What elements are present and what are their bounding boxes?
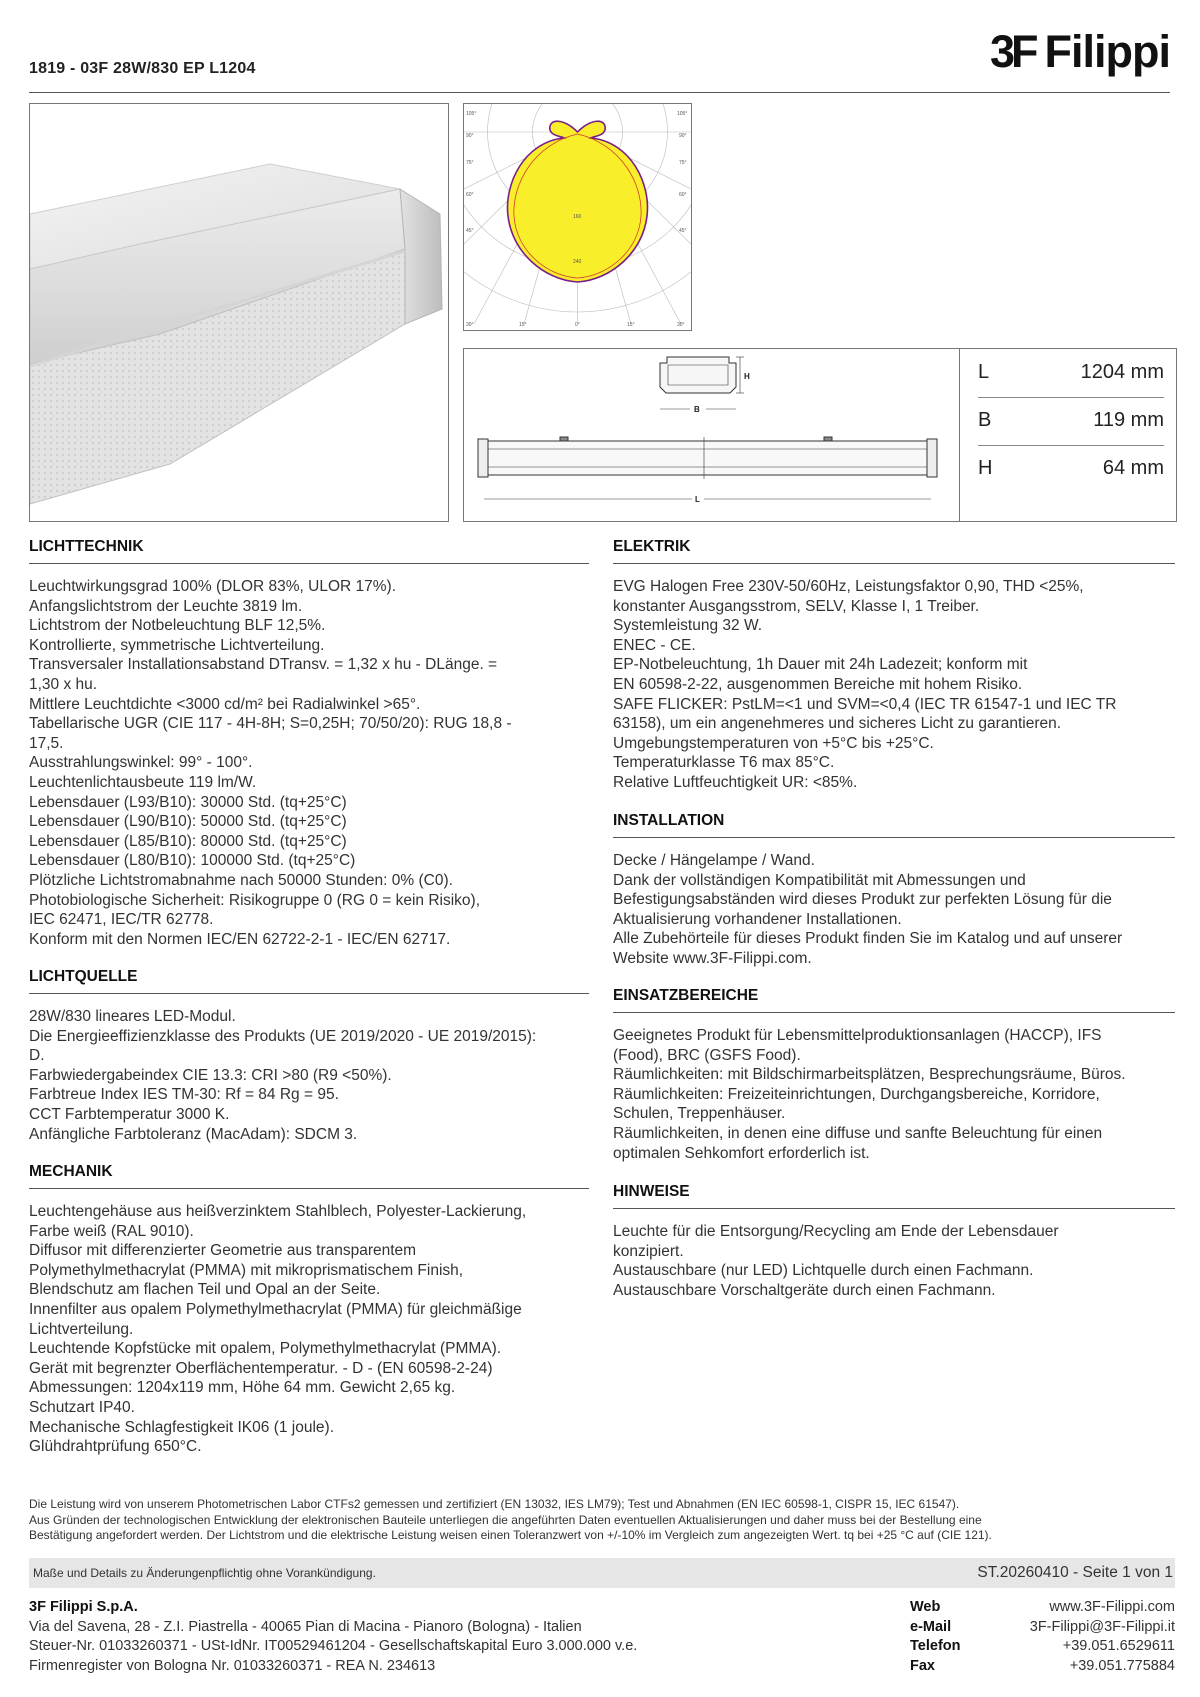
text-line: Lebensdauer (L80/B10): 100000 Std. (tq+25°C) xyxy=(29,852,356,870)
angle-label-bottom-4: 30° xyxy=(677,322,685,328)
angle-label-bottom-0: 30° xyxy=(466,322,474,328)
luminaire-illustration xyxy=(30,104,448,521)
product-photo xyxy=(29,103,449,522)
text-line: Leuchtwirkungsgrad 100% (DLOR 83%, ULOR 17%). xyxy=(29,578,397,595)
text-line: Transversaler Installationsabstand DTransv. = 1,32 x hu - DLänge. = xyxy=(29,656,498,674)
dimension-key: B xyxy=(978,409,992,431)
text-line: Photobiologische Sicherheit: Risikogruppe 0 (RG 0 = kein Risiko), xyxy=(29,891,481,909)
text-line: Leuchtengehäuse aus heißverzinktem Stahlblech, Polyester-Lackierung, xyxy=(29,1203,527,1220)
text-line: Diffusor mit differenzierter Geometrie aus transparentem xyxy=(29,1242,417,1260)
text-line: Geeignetes Produkt für Lebensmittelproduktionsanlagen (HACCP), IFS xyxy=(613,1027,1102,1044)
dimensions-panel xyxy=(463,348,1177,522)
text-line: Alle Zubehörteile für dieses Produkt finden Sie im Katalog und auf unserer xyxy=(613,930,1123,948)
text-line: Plötzliche Lichtstromabnahme nach 50000 Stunden: 0% (C0). xyxy=(29,871,453,889)
section-divider xyxy=(613,563,1175,564)
angle-label-left-2: 75° xyxy=(466,160,474,166)
header-divider xyxy=(29,92,1170,93)
company-info xyxy=(29,1598,929,1676)
section-divider xyxy=(29,993,589,994)
text-line: Konform mit den Normen IEC/EN 62722-2-1 - IEC/EN 62717. xyxy=(29,930,451,948)
section-heading-einsatzbereiche: EINSATZBEREICHE xyxy=(613,987,759,1004)
text-line: Innenfilter aus opalem Polymethylmethacrylat (PMMA) für gleichmäßige xyxy=(29,1300,522,1318)
disclaimer-text: Maße und Details zu Änderungenpflichtig ohne Vorankündigung. xyxy=(33,1566,376,1580)
section-divider xyxy=(613,1012,1175,1013)
section-body-lichtquelle xyxy=(29,1007,601,1144)
product-title: 1819 - 03F 28W/830 EP L1204 xyxy=(29,60,256,77)
footer-legal-note xyxy=(29,1497,1174,1544)
contact-label: Fax xyxy=(910,1657,935,1674)
angle-label-right-1: 90° xyxy=(679,133,687,139)
text-line: Kontrollierte, symmetrische Lichtverteilung. xyxy=(29,636,325,654)
angle-label-bottom-2: 0° xyxy=(575,322,580,328)
contact-label: Web xyxy=(910,1599,941,1615)
angle-label-bottom-1: 15° xyxy=(519,322,527,328)
section-body-hinweise xyxy=(613,1222,1178,1300)
text-line: Lebensdauer (L93/B10): 30000 Std. (tq+25°C) xyxy=(29,793,347,811)
text-line: (Food), BRC (GSFS Food). xyxy=(613,1046,801,1064)
text-line: Temperaturklasse T6 max 85°C. xyxy=(613,754,835,772)
text-line: D. xyxy=(29,1047,45,1065)
contact-email xyxy=(910,1618,1175,1638)
text-line: 1,30 x hu. xyxy=(29,675,98,693)
text-line: Räumlichkeiten, in denen eine diffuse und sanfte Beleuchtung für einen xyxy=(613,1124,1103,1142)
angle-label-left-1: 90° xyxy=(466,133,474,139)
text-line: 28W/830 lineares LED-Modul. xyxy=(29,1008,236,1025)
text-line: SAFE FLICKER: PstLM=<1 und SVM=<0,4 (IEC TR 61547-1 und IEC TR xyxy=(613,695,1117,713)
company-name: 3F Filippi S.p.A. xyxy=(29,1599,138,1615)
text-line: Die Energieeffizienzklasse des Produkts (UE 2019/2020 - UE 2019/2015): xyxy=(29,1027,537,1045)
section-heading-lichtquelle: LICHTQUELLE xyxy=(29,968,138,985)
angle-label-right-0: 105° xyxy=(677,111,688,117)
contact-list xyxy=(910,1598,1175,1676)
text-line: Mittlere Leuchtdichte <3000 cd/m² bei Radialwinkel >65°. xyxy=(29,695,421,713)
text-line: Leuchtende Kopfstücke mit opalem, Polymethylmethacrylat (PMMA). xyxy=(29,1340,502,1358)
section-divider xyxy=(29,563,589,564)
drawing-label-h: H xyxy=(744,372,750,381)
contact-label: e-Mail xyxy=(910,1618,952,1635)
section-heading-elektrik: ELEKTRIK xyxy=(613,538,691,555)
text-line: Leuchtenlichtausbeute 119 lm/W. xyxy=(29,773,257,791)
text-line: Leuchte für die Entsorgung/Recycling am Ende der Lebensdauer xyxy=(613,1223,1059,1240)
section-body-einsatzbereiche xyxy=(613,1026,1178,1163)
section-divider xyxy=(613,837,1175,838)
drawing-label-l: L xyxy=(695,495,700,504)
text-line: optimalen Sehkomfort erforderlich ist. xyxy=(613,1144,870,1162)
contact-fax xyxy=(910,1657,1175,1677)
text-line: Tabellarische UGR (CIE 117 - 4H-8H; S=0,25H; 70/50/20): RUG 18,8 - xyxy=(29,715,512,733)
text-line: Räumlichkeiten: Freizeiteinrichtungen, Durchgangsbereiche, Korridore, xyxy=(613,1085,1100,1103)
text-line: Umgebungstemperaturen von +5°C bis +25°C. xyxy=(613,734,934,752)
polar-curve xyxy=(507,121,647,282)
text-line: Systemleistung 32 W. xyxy=(613,617,763,635)
text-line: Schutzart IP40. xyxy=(29,1398,135,1416)
section-divider xyxy=(613,1208,1175,1209)
section-heading-installation: INSTALLATION xyxy=(613,812,725,829)
text-line: Gerät mit begrenzter Oberflächentemperatur. - D - (EN 60598-2-24) xyxy=(29,1359,493,1377)
text-line: ENEC - CE. xyxy=(613,636,696,654)
text-line: Aus Gründen der technologischen Entwicklung der elektronischen Bauteile unterliegen die angeführten Daten eventuellen Aktualisierungen und daher muss bei der Bestellung eine xyxy=(29,1512,982,1527)
address-line: Via del Savena, 28 - Z.I. Piastrella - 40065 Pian di Macina - Pianoro (Bologna) - Italien xyxy=(29,1618,582,1635)
text-line: Anfangslichtstrom der Leuchte 3819 lm. xyxy=(29,597,303,615)
section-body-elektrik xyxy=(613,577,1178,793)
contact-phone xyxy=(910,1637,1175,1657)
text-line: Bestätigung angefordert werden. Der Lichtstrom und die elektrische Leistung weisen einen Toleranzwert von +/-10% im Vergleich zum angezeigten Wert. tq bei +25 °C auf (CIE 121). xyxy=(29,1528,992,1542)
contact-fax-value: +39.051.775884 xyxy=(1069,1657,1175,1674)
logo-name: Filippi xyxy=(1044,26,1170,77)
angle-label-bottom-3: 15° xyxy=(627,322,635,328)
contact-web xyxy=(910,1598,1175,1618)
contact-phone-value: +39.051.6529611 xyxy=(1062,1638,1175,1654)
polar-light-distribution xyxy=(463,103,692,331)
text-line: Befestigungsabständen wird dieses Produkt zur perfekten Lösung für die xyxy=(613,891,1112,909)
address-line: Steuer-Nr. 01033260371 - USt-IdNr. IT00529461204 - Gesellschaftskapital Euro 3.000.000 v.e. xyxy=(29,1638,638,1654)
logo-mark: 3F xyxy=(990,26,1035,77)
angle-label-right-4: 45° xyxy=(679,228,687,234)
section-body-installation xyxy=(613,851,1178,969)
dimension-drawing xyxy=(464,349,959,521)
angle-label-left-0: 105° xyxy=(466,111,477,117)
address-line: Firmenregister von Bologna Nr. 01033260371 - REA N. 234613 xyxy=(29,1657,436,1674)
page-info: ST.20260410 - Seite 1 von 1 xyxy=(977,1564,1173,1581)
brand-logo xyxy=(990,26,1170,78)
angle-label-right-3: 60° xyxy=(679,192,687,198)
dimension-value: 119 mm xyxy=(1093,409,1164,431)
angle-label-left-3: 60° xyxy=(466,192,474,198)
contact-web-link[interactable]: www.3F-Filippi.com xyxy=(1049,1599,1175,1615)
section-heading-hinweise: HINWEISE xyxy=(613,1183,690,1200)
text-line: Farbe weiß (RAL 9010). xyxy=(29,1222,194,1240)
polar-diagram xyxy=(464,104,691,330)
radial-value-1: 240 xyxy=(573,259,582,265)
text-line: Lebensdauer (L90/B10): 50000 Std. (tq+25°C) xyxy=(29,813,347,831)
dimension-row-height xyxy=(978,445,1164,493)
text-line: Polymethylmethacrylat (PMMA) mit mikroprismatischem Finish, xyxy=(29,1261,464,1279)
contact-label: Telefon xyxy=(910,1638,961,1654)
text-line: Farbwiedergabeindex CIE 13.3: CRI >80 (R9 <50%). xyxy=(29,1066,392,1084)
section-body-mechanik xyxy=(29,1202,601,1457)
contact-email-link[interactable]: 3F-Filippi@3F-Filippi.it xyxy=(1029,1618,1175,1635)
text-line: Ausstrahlungswinkel: 99° - 100°. xyxy=(29,754,253,772)
section-heading-lichttechnik: LICHTTECHNIK xyxy=(29,538,144,555)
dimension-value: 1204 mm xyxy=(1080,361,1164,383)
angle-label-right-2: 75° xyxy=(679,160,687,166)
text-line: IEC 62471, IEC/TR 62778. xyxy=(29,911,214,929)
text-line: Lebensdauer (L85/B10): 80000 Std. (tq+25°C) xyxy=(29,832,347,850)
text-line: EP-Notbeleuchtung, 1h Dauer mit 24h Ladezeit; konform mit xyxy=(613,656,1028,674)
text-line: CCT Farbtemperatur 3000 K. xyxy=(29,1105,230,1123)
text-line: Die Leistung wird von unserem Photometrischen Labor CTFs2 gemessen und zertifiziert (EN 13032, IES LM79); Test und Abnahmen (EN IEC 60598-1, CISPR 15, IEC 61547). xyxy=(29,1497,960,1511)
angle-label-left-4: 45° xyxy=(466,228,474,234)
text-line: Dank der vollständigen Kompatibilität mit Abmessungen und xyxy=(613,871,1026,889)
radial-value-0: 160 xyxy=(573,214,582,220)
text-line: EVG Halogen Free 230V-50/60Hz, Leistungsfaktor 0,90, THD <25%, xyxy=(613,578,1084,595)
section-divider xyxy=(29,1188,589,1189)
text-line: Schulen, Treppenhäuser. xyxy=(613,1105,786,1123)
text-line: Farbtreue Index IES TM-30: Rf = 84 Rg = 95. xyxy=(29,1086,339,1104)
text-line: 17,5. xyxy=(29,734,64,752)
text-line: Glühdrahtprüfung 650°C. xyxy=(29,1438,202,1456)
text-line: Website www.3F-Filippi.com. xyxy=(613,949,812,967)
text-line: Austauschbare Vorschaltgeräte durch einen Fachmann. xyxy=(613,1281,996,1299)
text-line: Räumlichkeiten: mit Bildschirmarbeitsplätzen, Besprechungsräume, Büros. xyxy=(613,1066,1126,1084)
text-line: Abmessungen: 1204x119 mm, Höhe 64 mm. Gewicht 2,65 kg. xyxy=(29,1379,456,1397)
text-line: konzipiert. xyxy=(613,1242,684,1260)
dimension-key: L xyxy=(978,361,990,383)
section-heading-mechanik: MECHANIK xyxy=(29,1163,113,1180)
text-line: Lichtverteilung. xyxy=(29,1320,134,1338)
dimension-row-length xyxy=(978,349,1164,398)
section-body-lichttechnik xyxy=(29,577,601,949)
text-line: konstanter Ausgangsstrom, SELV, Klasse I, 1 Treiber. xyxy=(613,597,980,615)
text-line: Mechanische Schlagfestigkeit IK06 (1 joule). xyxy=(29,1418,334,1436)
dimension-row-width xyxy=(978,397,1164,446)
text-line: Decke / Hängelampe / Wand. xyxy=(613,852,815,869)
dimension-key: H xyxy=(978,457,993,479)
footer-info-bar xyxy=(29,1558,1175,1588)
dimensions-divider xyxy=(959,349,960,521)
text-line: Blendschutz am flachen Teil und Opal an der Seite. xyxy=(29,1281,381,1299)
text-line: Lichtstrom der Notbeleuchtung BLF 12,5%. xyxy=(29,617,326,635)
text-line: Austauschbare (nur LED) Lichtquelle durch einen Fachmann. xyxy=(613,1262,1034,1280)
text-line: 63158), um ein angenehmeres und sicheres Licht zu garantieren. xyxy=(613,715,1062,733)
text-line: EN 60598-2-22, ausgenommen Bereiche mit hohem Risiko. xyxy=(613,675,1023,693)
drawing-label-b: B xyxy=(694,405,700,414)
text-line: Aktualisierung vorhandener Installationen. xyxy=(613,910,902,928)
dimension-value: 64 mm xyxy=(1102,457,1164,479)
text-line: Anfängliche Farbtoleranz (MacAdam): SDCM 3. xyxy=(29,1125,358,1143)
text-line: Relative Luftfeuchtigkeit UR: <85%. xyxy=(613,773,858,791)
